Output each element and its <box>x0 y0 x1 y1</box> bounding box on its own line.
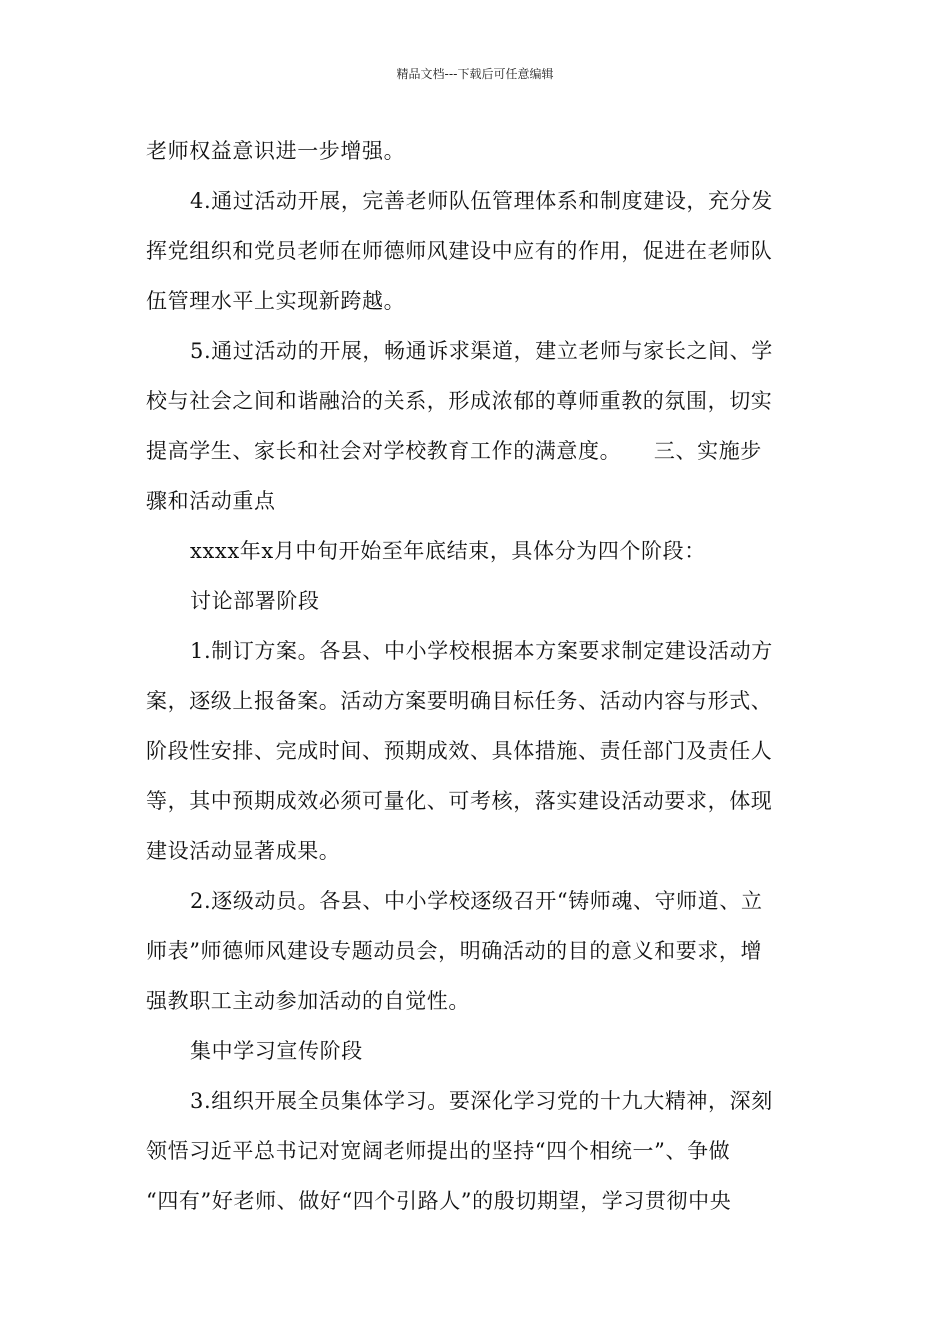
text-line: 1.制订方案。各县、中小学校根据本方案要求制定建设活动方 <box>190 639 773 663</box>
text-line: 挥党组织和党员老师在师德师风建设中应有的作用，促进在老师队 <box>146 239 773 263</box>
text-line: “四有”好老师、做好“四个引路人”的殷切期望，学习贯彻中央 <box>146 1189 732 1213</box>
text-line: 5.通过活动的开展，畅通诉求渠道，建立老师与家长之间、学 <box>190 339 773 363</box>
text-line: 老师权益意识进一步增强。 <box>146 139 406 163</box>
section-heading: 讨论部署阶段 <box>190 589 320 613</box>
text-line: 骤和活动重点 <box>146 489 276 513</box>
page-header: 精品文档---下载后可任意编辑 <box>396 67 554 81</box>
text-line: xxxx年x月中旬开始至年底结束，具体分为四个阶段： <box>190 539 706 563</box>
document-body <box>146 126 808 1226</box>
text-line: 4.通过活动开展，完善老师队伍管理体系和制度建设，充分发 <box>190 189 773 213</box>
text-line: 伍管理水平上实现新跨越。 <box>146 289 406 313</box>
text-line: 提高学生、家长和社会对学校教育工作的满意度。 三、实施步 <box>146 439 762 463</box>
text-line: 校与社会之间和谐融洽的关系，形成浓郁的尊师重教的氛围，切实 <box>146 389 773 413</box>
text-line: 2.逐级动员。各县、中小学校逐级召开“铸师魂、守师道、立 <box>190 889 763 913</box>
text-line: 阶段性安排、完成时间、预期成效、具体措施、责任部门及责任人 <box>146 739 773 763</box>
text-line: 师表”师德师风建设专题动员会，明确活动的目的意义和要求，增 <box>146 939 763 963</box>
text-line: 强教职工主动参加活动的自觉性。 <box>146 989 470 1013</box>
text-line: 领悟习近平总书记对宽阔老师提出的坚持“四个相统一”、争做 <box>146 1139 731 1163</box>
text-line: 3.组织开展全员集体学习。要深化学习党的十九大精神，深刻 <box>190 1089 773 1113</box>
text-line: 建设活动显著成果。 <box>146 839 341 863</box>
section-heading: 集中学习宣传阶段 <box>190 1039 363 1063</box>
text-line: 等，其中预期成效必须可量化、可考核，落实建设活动要求，体现 <box>146 789 773 813</box>
text-line: 案，逐级上报备案。活动方案要明确目标任务、活动内容与形式、 <box>146 689 773 713</box>
